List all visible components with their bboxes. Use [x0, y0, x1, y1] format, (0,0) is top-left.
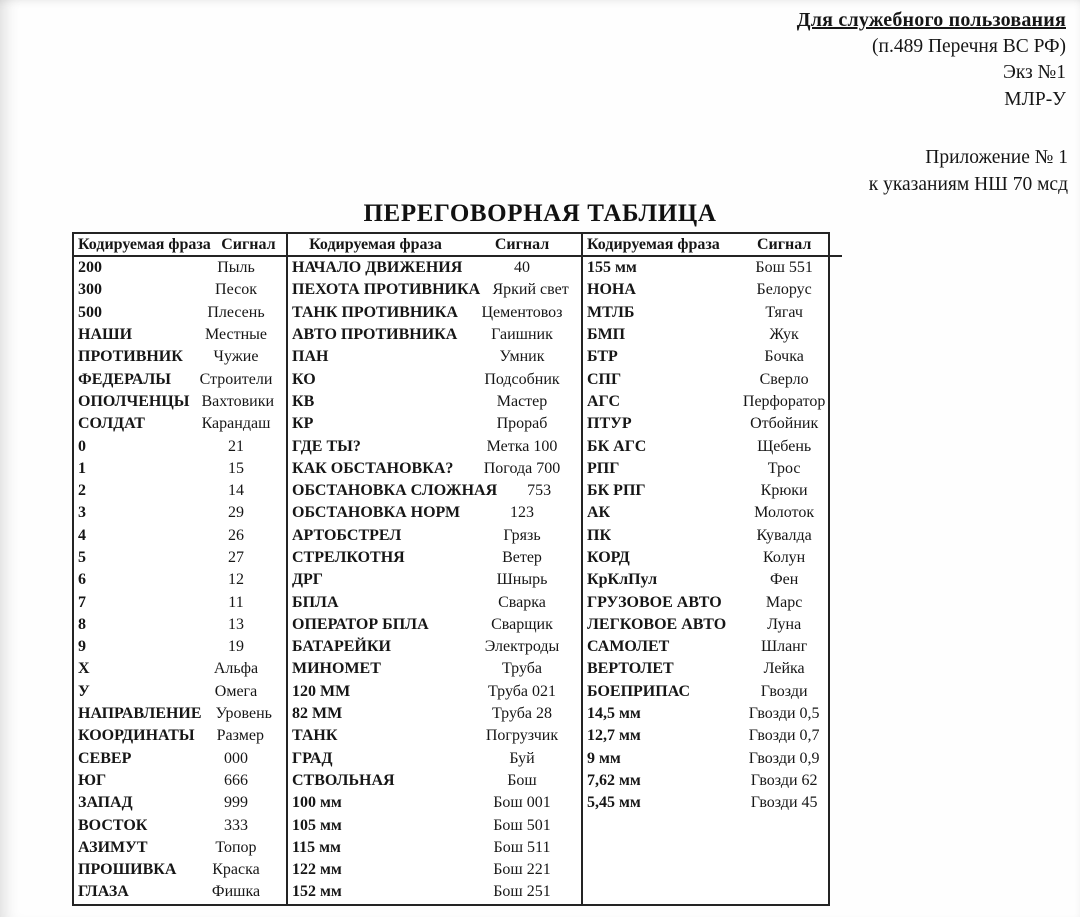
signal-cell: Белорус — [756, 281, 812, 299]
table-row — [74, 681, 286, 703]
signal-cell: Краска — [212, 861, 260, 879]
phrase-cell: 300 — [78, 281, 102, 299]
signal-cell: Чужие — [213, 348, 259, 366]
signal-cell: Яркий свет — [492, 281, 569, 299]
appendix-target: к указаниям НШ 70 мсд — [868, 174, 1068, 195]
phrase-cell: 9 мм — [587, 749, 621, 767]
signal-cell: Труба 28 — [492, 705, 552, 723]
signal-cell: Молоток — [754, 504, 815, 522]
table-row — [583, 725, 842, 747]
table-row — [74, 770, 286, 792]
phrase-cell: 6 — [78, 571, 86, 589]
table-row — [74, 324, 286, 346]
signal-cell: Умник — [499, 348, 545, 366]
signal-cell: 19 — [228, 638, 244, 656]
phrase-cell: У — [78, 682, 90, 700]
signal-cell: Бош 001 — [493, 794, 551, 812]
signal-cell: 29 — [228, 504, 244, 522]
signal-cell: Бош 551 — [755, 259, 813, 277]
signal-cell: Местные — [204, 326, 268, 344]
signal-cell: Гвозди 0,9 — [748, 749, 820, 767]
column-header-signal: Сигнал — [756, 235, 812, 253]
phrase-cell: ОБСТАНОВКА СЛОЖНАЯ — [292, 482, 498, 500]
signal-cell: Марс — [765, 593, 803, 611]
phrase-cell: ТАНК — [292, 727, 338, 745]
signal-cell: Электроды — [484, 638, 560, 656]
table-row — [74, 748, 286, 770]
table-row — [74, 368, 286, 390]
signal-cell: Бош 511 — [493, 838, 551, 856]
page-title: ПЕРЕГОВОРНАЯ ТАБЛИЦА — [363, 200, 717, 227]
signal-cell: Гаишник — [491, 326, 553, 344]
signal-cell: Омега — [214, 682, 258, 700]
table-row — [74, 591, 286, 613]
phrase-cell: АГС — [587, 392, 621, 410]
table-row — [74, 413, 286, 435]
phrase-cell: АК — [587, 504, 611, 522]
phrase-cell: АРТОБСТРЕЛ — [292, 526, 402, 544]
phrase-cell: СЕВЕР — [78, 749, 132, 767]
table-row — [74, 658, 286, 680]
phrase-cell: СТРЕЛКОТНЯ — [292, 549, 405, 566]
signal-cell: 333 — [224, 816, 248, 834]
table-group-1 — [74, 234, 286, 904]
table-group-3 — [581, 234, 842, 904]
column-header-phrase: Кодируемая фраза — [309, 235, 442, 253]
table-row — [583, 770, 842, 792]
signal-cell: 11 — [228, 593, 244, 611]
table-row — [583, 814, 842, 836]
phrase-cell: РПГ — [587, 459, 620, 477]
table-row — [583, 614, 842, 636]
table-row — [288, 480, 581, 502]
signal-cell: 666 — [224, 771, 248, 789]
phrase-cell: ТАНК ПРОТИВНИКА — [292, 303, 458, 321]
table-row — [288, 814, 581, 836]
signal-cell: Труба 021 — [488, 682, 556, 700]
table-group-header — [583, 234, 842, 257]
phrase-cell: ПРОШИВКА — [78, 861, 177, 879]
table-row — [583, 547, 842, 569]
table-row — [74, 837, 286, 859]
signal-cell: 753 — [527, 482, 552, 500]
signal-cell: Грязь — [503, 526, 541, 544]
phrase-cell: ПТУР — [587, 415, 632, 433]
table-row — [583, 703, 842, 725]
signal-cell: Гвозди 0,7 — [748, 727, 820, 745]
signal-cell: 999 — [224, 794, 248, 812]
phrase-cell: Х — [78, 660, 90, 678]
table-row — [288, 279, 581, 301]
phrase-cell: 12,7 мм — [587, 727, 641, 745]
phrase-cell: КО — [292, 370, 316, 388]
table-row — [288, 368, 581, 390]
column-header-phrase: Кодируемая фраза — [587, 235, 720, 253]
table-row — [74, 614, 286, 636]
phrase-cell: 5,45 мм — [587, 794, 641, 812]
phrase-cell: БАТАРЕЙКИ — [292, 638, 391, 656]
table-row — [288, 725, 581, 747]
signal-cell: Пыль — [217, 259, 255, 277]
phrase-cell: СПГ — [587, 370, 622, 388]
column-header-phrase: Кодируемая фраза — [78, 235, 211, 253]
phrase-cell: ОПОЛЧЕНЦЫ — [78, 392, 190, 410]
table-row — [288, 792, 581, 814]
table-row — [74, 703, 286, 725]
signal-cell: Цементовоз — [481, 303, 563, 321]
phrase-cell: ПАН — [292, 348, 329, 366]
phrase-cell: ЗАПАД — [78, 794, 133, 812]
signal-cell: Альфа — [213, 660, 259, 678]
signal-cell: Фен — [769, 571, 799, 589]
table-row — [583, 458, 842, 480]
table-row — [583, 368, 842, 390]
table-row — [288, 837, 581, 859]
table-row — [583, 391, 842, 413]
signal-cell: Гвозди 62 — [750, 771, 818, 789]
table-row — [74, 279, 286, 301]
signal-cell: Размер — [216, 727, 264, 745]
signal-cell: Гвозди — [760, 682, 808, 700]
phrase-cell: ПРОТИВНИК — [78, 348, 183, 366]
signal-cell: 14 — [228, 482, 244, 500]
table-row — [74, 569, 286, 591]
table-row — [288, 324, 581, 346]
signal-cell: Ветер — [502, 549, 542, 566]
phrase-cell: ПЕХОТА ПРОТИВНИКА — [292, 281, 481, 299]
signal-cell: Прораб — [496, 415, 548, 433]
appendix-block — [869, 144, 1068, 198]
phrase-cell: 5 — [78, 549, 86, 566]
table-row — [583, 591, 842, 613]
signal-cell: Бош 221 — [493, 861, 551, 879]
phrase-cell: НОНА — [587, 281, 636, 299]
phrase-cell: 4 — [78, 526, 86, 544]
signal-cell: Плесень — [207, 303, 265, 321]
phrase-cell: БК РПГ — [587, 482, 646, 500]
table-row — [288, 658, 581, 680]
table-row — [583, 792, 842, 814]
table-row — [583, 837, 842, 859]
table-row — [288, 525, 581, 547]
signal-cell: Погода 700 — [483, 459, 561, 477]
table-row — [288, 391, 581, 413]
appendix-number: Приложение № 1 — [925, 147, 1068, 168]
table-row — [288, 859, 581, 881]
classification-block — [797, 7, 1066, 113]
phrase-cell: 115 мм — [292, 838, 341, 856]
table-row — [583, 569, 842, 591]
negotiation-table — [72, 232, 830, 906]
phrase-cell: ГЛАЗА — [78, 883, 129, 901]
phrase-cell: АВТО ПРОТИВНИКА — [292, 326, 458, 344]
signal-cell: Бочка — [764, 348, 804, 366]
signal-cell: Шнырь — [496, 571, 548, 589]
signal-cell: Сверло — [759, 370, 809, 388]
table-row — [583, 502, 842, 524]
phrase-cell: 1 — [78, 459, 86, 477]
phrase-cell: КР — [292, 415, 314, 433]
phrase-cell: ГРУЗОВОЕ АВТО — [587, 593, 722, 611]
table-row — [74, 792, 286, 814]
phrase-cell: 2 — [78, 482, 86, 500]
table-row — [74, 391, 286, 413]
table-row — [583, 525, 842, 547]
phrase-cell: СОЛДАТ — [78, 415, 145, 433]
table-row — [583, 681, 842, 703]
signal-cell: Сварка — [498, 593, 546, 611]
copy-number: Экз №1 — [1002, 62, 1066, 83]
phrase-cell: ЮГ — [78, 771, 107, 789]
table-row — [74, 547, 286, 569]
phrase-cell: БК АГС — [587, 437, 647, 455]
table-group-2 — [286, 234, 581, 904]
table-row — [288, 591, 581, 613]
signal-cell: Уровень — [215, 705, 272, 723]
table-row — [74, 435, 286, 457]
table-row — [74, 480, 286, 502]
table-group-header — [74, 234, 286, 257]
phrase-cell: 14,5 мм — [587, 705, 641, 723]
phrase-cell: НАШИ — [78, 326, 133, 344]
signal-cell: Бош — [507, 771, 537, 789]
table-row — [288, 636, 581, 658]
phrase-cell: БМП — [587, 326, 626, 344]
signal-cell: Лейка — [763, 660, 805, 678]
classification-reference: (п.489 Перечня ВС РФ) — [872, 35, 1066, 57]
table-row — [583, 279, 842, 301]
phrase-cell: КОРД — [587, 549, 630, 566]
phrase-cell: 155 мм — [587, 259, 637, 277]
signal-cell: Перфоратор — [742, 392, 826, 410]
phrase-cell: 7,62 мм — [587, 771, 641, 789]
table-row — [583, 257, 842, 279]
phrase-cell: КрКлПул — [587, 571, 658, 589]
phrase-cell: 8 — [78, 615, 86, 633]
signal-cell: Фишка — [211, 883, 261, 901]
phrase-cell: 105 мм — [292, 816, 342, 834]
phrase-cell: 100 мм — [292, 794, 342, 812]
signal-cell: 12 — [228, 571, 244, 589]
table-row — [288, 681, 581, 703]
table-row — [288, 302, 581, 324]
signal-cell: Колун — [763, 549, 806, 566]
classification-stamp: Для служебного пользования — [796, 9, 1066, 31]
signal-cell: Буй — [509, 749, 535, 767]
table-row — [288, 881, 581, 903]
table-row — [583, 302, 842, 324]
table-row — [288, 346, 581, 368]
signal-cell: 27 — [228, 549, 244, 566]
signal-cell: Щебень — [757, 437, 812, 455]
signal-cell: Жук — [769, 326, 799, 344]
signal-cell: 40 — [514, 259, 530, 277]
table-row — [583, 859, 842, 881]
signal-cell: Вахтовики — [201, 392, 275, 410]
phrase-cell: 9 — [78, 638, 86, 656]
table-row — [583, 636, 842, 658]
signal-cell: 15 — [228, 459, 244, 477]
table-row — [288, 435, 581, 457]
signal-cell: 13 — [228, 615, 244, 633]
table-row — [288, 458, 581, 480]
table-row — [583, 881, 842, 903]
phrase-cell: ДРГ — [292, 571, 323, 589]
table-row — [288, 569, 581, 591]
table-row — [74, 725, 286, 747]
signal-cell: 000 — [224, 749, 248, 767]
signal-cell: Бош 501 — [493, 816, 551, 834]
table-row — [288, 770, 581, 792]
signal-cell: Бош 251 — [493, 883, 551, 901]
phrase-cell: КАК ОБСТАНОВКА? — [292, 459, 454, 477]
signal-cell: Тягач — [765, 303, 803, 321]
phrase-cell: БПЛА — [292, 593, 339, 611]
phrase-cell: МТЛБ — [587, 303, 635, 321]
table-row — [288, 614, 581, 636]
phrase-cell: БТР — [587, 348, 618, 366]
phrase-cell: ЛЕГКОВОЕ АВТО — [587, 615, 727, 633]
signal-cell: Шланг — [760, 638, 808, 656]
phrase-cell: 82 ММ — [292, 705, 343, 723]
signal-cell: Погрузчик — [485, 727, 559, 745]
signal-cell: Труба — [502, 660, 542, 678]
phrase-cell: 122 мм — [292, 861, 342, 879]
table-row — [74, 636, 286, 658]
phrase-cell: ГРАД — [292, 749, 333, 767]
signal-cell: Топор — [215, 838, 257, 856]
signal-cell: Мастер — [496, 392, 548, 410]
column-header-signal: Сигнал — [221, 235, 276, 253]
signal-cell: Кувалда — [756, 526, 812, 544]
phrase-cell: 7 — [78, 593, 86, 611]
phrase-cell: СТВОЛЬНАЯ — [292, 771, 395, 789]
table-row — [74, 346, 286, 368]
signal-cell: Сварщик — [491, 615, 553, 633]
signal-cell: Строители — [199, 370, 273, 388]
table-row — [288, 748, 581, 770]
signal-cell: Отбойник — [750, 415, 819, 433]
table-row — [288, 257, 581, 279]
table-group-header — [288, 234, 581, 257]
signal-cell: 123 — [510, 504, 534, 522]
table-row — [74, 814, 286, 836]
table-row — [288, 703, 581, 725]
signal-cell: Метка 100 — [486, 437, 558, 455]
phrase-cell: 120 ММ — [292, 682, 351, 700]
phrase-cell: НАЧАЛО ДВИЖЕНИЯ — [292, 259, 463, 277]
phrase-cell: ВЕРТОЛЕТ — [587, 660, 674, 678]
phrase-cell: 0 — [78, 437, 86, 455]
signal-cell: Луна — [767, 615, 802, 633]
signal-cell: 21 — [228, 437, 244, 455]
signal-cell: Крюки — [760, 482, 808, 500]
table-row — [583, 413, 842, 435]
table-row — [583, 748, 842, 770]
signal-cell: Трос — [767, 459, 801, 477]
phrase-cell: 3 — [78, 504, 86, 522]
table-row — [74, 458, 286, 480]
table-row — [74, 502, 286, 524]
table-row — [74, 525, 286, 547]
signal-cell: 26 — [228, 526, 244, 544]
signal-cell: Карандаш — [201, 415, 271, 433]
phrase-cell: 152 мм — [292, 883, 342, 901]
phrase-cell: БОЕПРИПАС — [587, 682, 691, 700]
table-row — [288, 413, 581, 435]
table-row — [583, 658, 842, 680]
table-row — [288, 502, 581, 524]
table-row — [74, 859, 286, 881]
table-row — [583, 324, 842, 346]
phrase-cell: КООРДИНАТЫ — [78, 727, 195, 745]
table-row — [74, 257, 286, 279]
phrase-cell: 500 — [78, 303, 102, 321]
column-header-signal: Сигнал — [494, 235, 550, 253]
phrase-cell: ОПЕРАТОР БПЛА — [292, 615, 429, 633]
table-row — [288, 547, 581, 569]
phrase-cell: 200 — [78, 259, 102, 277]
table-row — [583, 346, 842, 368]
phrase-cell: ФЕДЕРАЛЫ — [78, 370, 172, 388]
signal-cell: Подсобник — [484, 370, 560, 388]
phrase-cell: НАПРАВЛЕНИЕ — [78, 705, 202, 723]
phrase-cell: ВОСТОК — [78, 816, 148, 834]
phrase-cell: КВ — [292, 392, 315, 410]
table-row — [583, 480, 842, 502]
table-row — [74, 302, 286, 324]
phrase-cell: ОБСТАНОВКА НОРМ — [292, 504, 461, 522]
phrase-cell: ПК — [587, 526, 612, 544]
table-row — [583, 435, 842, 457]
phrase-cell: АЗИМУТ — [78, 838, 148, 856]
phrase-cell: МИНОМЕТ — [292, 660, 381, 678]
signal-cell: Песок — [215, 281, 257, 299]
phrase-cell: САМОЛЕТ — [587, 638, 670, 656]
signal-cell: Гвозди 0,5 — [748, 705, 820, 723]
signal-cell: Гвозди 45 — [750, 794, 818, 812]
unit-code: МЛР-У — [1004, 88, 1066, 110]
phrase-cell: ГДЕ ТЫ? — [292, 437, 361, 455]
table-row — [74, 881, 286, 903]
